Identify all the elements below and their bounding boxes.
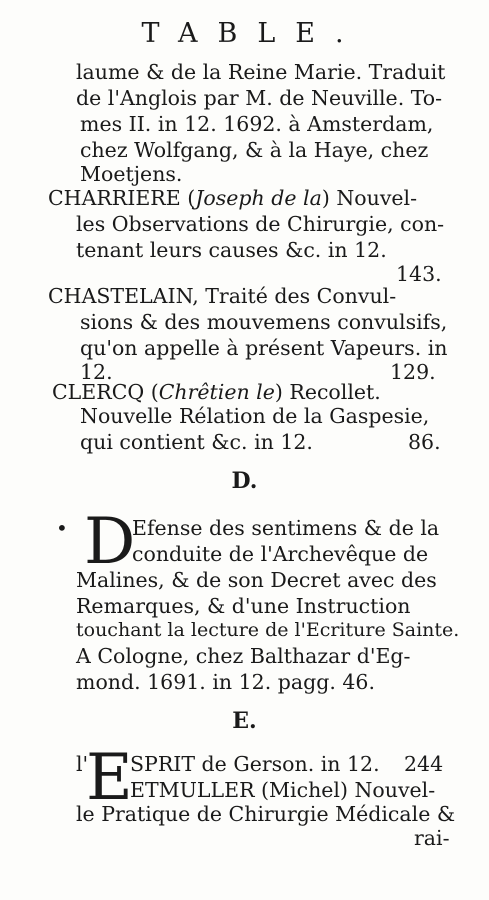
entry-line: chez Wolfgang, & à la Haye, chez xyxy=(80,138,429,162)
entry-line: ETMULLER (Michel) Nouvel- xyxy=(130,778,436,802)
entry-line: mond. 1691. in 12. pagg. 46. xyxy=(76,670,375,694)
entry-line: qui contient &c. in 12. xyxy=(80,430,313,454)
entry-line: les Observations de Chirurgie, con- xyxy=(76,212,445,236)
drop-capital: E xyxy=(86,741,133,815)
entry-line: Efense des sentimens & de la xyxy=(132,516,440,540)
entry-line: SPRIT de Gerson. in 12. xyxy=(130,752,380,776)
entry-line: Moetjens. xyxy=(80,162,183,186)
running-head: TABLE. xyxy=(141,18,364,49)
section-heading-e: E. xyxy=(232,708,257,734)
author-given-name: Joseph de la xyxy=(195,186,322,210)
entry-line: mes II. in 12. 1692. à Amsterdam, xyxy=(80,112,434,136)
author-name: CLERCQ ( xyxy=(52,380,159,404)
entry-line: qu'on appelle à présent Vapeurs. in xyxy=(80,336,448,360)
entry-text: ) Recollet. xyxy=(274,380,381,404)
entry-line: 12. xyxy=(80,360,113,384)
author-name: CHARRIERE ( xyxy=(48,186,196,210)
entry-line: A Cologne, chez Balthazar d'Eg- xyxy=(76,644,411,668)
entry-charriere-heading xyxy=(48,186,417,210)
entry-line: sions & des mouvemens convulsifs, xyxy=(80,310,448,334)
page-number: 86. xyxy=(408,430,441,454)
page-number: 244 xyxy=(404,752,444,776)
entry-text: ) Nouvel- xyxy=(321,186,418,210)
author-given-name: Chrêtien le xyxy=(158,380,275,404)
entry-line: tenant leurs causes &c. in 12. xyxy=(76,238,387,262)
entry-line: touchant la lecture de l'Ecriture Sainte. xyxy=(76,619,460,641)
page-number: 129. xyxy=(390,360,436,384)
catchword: rai- xyxy=(414,826,450,850)
section-heading-d: D. xyxy=(231,468,258,494)
entry-line: Malines, & de son Decret avec des xyxy=(76,568,437,592)
entry-line: conduite de l'Archevêque de xyxy=(132,542,429,566)
page-number: 143. xyxy=(396,262,442,286)
entry-line: Nouvelle Rélation de la Gaspesie, xyxy=(80,404,430,428)
entry-chastelain-heading: CHASTELAIN, Traité des Convul- xyxy=(48,284,397,308)
entry-line: de l'Anglois par M. de Neuville. To- xyxy=(76,86,443,110)
entry-line: Remarques, & d'une Instruction xyxy=(76,594,411,618)
entry-line: le Pratique de Chirurgie Médicale & xyxy=(76,802,456,826)
entry-prefix: l' xyxy=(76,752,89,776)
drop-capital: D xyxy=(84,505,136,579)
bullet-mark: • xyxy=(56,516,68,540)
entry-line: laume & de la Reine Marie. Traduit xyxy=(76,60,446,84)
entry-clercq-heading xyxy=(52,380,381,404)
